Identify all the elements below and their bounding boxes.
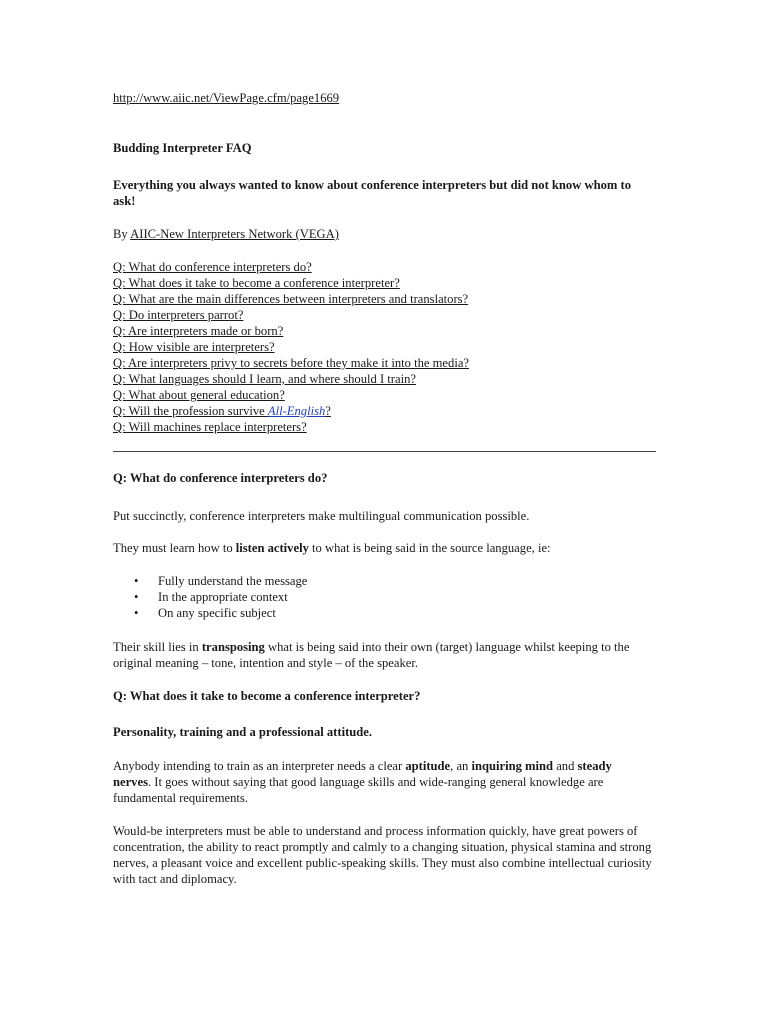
toc-link[interactable]: Q: Are interpreters made or born? — [113, 324, 284, 338]
bullet-icon: • — [134, 606, 139, 620]
toc-link[interactable]: Q: Are interpreters privy to secrets before they make it into the media? — [113, 356, 469, 370]
byline-prefix: By — [113, 227, 131, 241]
section-subheading: Personality, training and a professional attitude. — [113, 725, 373, 739]
section-heading: Q: What do conference interpreters do? — [113, 471, 328, 485]
list-item — [133, 589, 307, 605]
toc-link[interactable]: Q: What are the main differences between interpreters and translators? — [113, 292, 469, 306]
toc-link[interactable]: Q: Do interpreters parrot? — [113, 308, 244, 322]
source-url-link[interactable]: http://www.aiic.net/ViewPage.cfm/page1669 — [113, 91, 340, 105]
all-english-link[interactable]: All-English — [267, 404, 326, 418]
horizontal-divider — [113, 451, 656, 452]
paragraph-text: to what is being said in the source language, ie: — [308, 541, 551, 555]
toc-link[interactable]: Q: What does it take to become a conference interpreter? — [113, 276, 400, 290]
paragraph: Put succinctly, conference interpreters make multilingual communication possible. — [113, 509, 530, 523]
toc-survive-suffix[interactable]: ? — [325, 404, 331, 418]
emphasis-text: aptitude — [405, 759, 451, 773]
toc-link[interactable]: Q: How visible are interpreters? — [113, 340, 275, 354]
bullet-icon: • — [134, 590, 139, 604]
paragraph-text: They must learn how to — [113, 541, 236, 555]
list-item — [133, 573, 307, 589]
toc-link[interactable]: Q: What do conference interpreters do? — [113, 260, 312, 274]
paragraph: Would-be interpreters must be able to understand and process information quickly, have great powers of concentration, the ability to react promptly and calmly to a changing situation, physical stamina and strong nerves, a pleasant voice and excellent public-speaking skills. They must also combine intellectual curiosity with tact and diplomacy. — [113, 824, 652, 886]
paragraph-text: Anybody intending to train as an interpreter needs a clear — [113, 759, 406, 773]
section-heading: Q: What does it take to become a conference interpreter? — [113, 689, 421, 703]
bullet-icon: • — [134, 574, 139, 588]
bullet-list — [133, 573, 307, 621]
paragraph-text: , an — [450, 759, 472, 773]
toc-link-survive[interactable] — [113, 403, 331, 419]
toc-survive-prefix[interactable]: Q: Will the profession survive — [113, 404, 268, 418]
paragraph-text: what is being said into their own (target) language whilst keeping to the original meaning – tone, intention and style – of the speaker. — [113, 640, 630, 670]
paragraph — [113, 540, 551, 556]
paragraph-text: and — [553, 759, 578, 773]
list-item-text: In the appropriate context — [158, 590, 288, 604]
list-item-text: Fully understand the message — [158, 574, 308, 588]
page-subtitle: Everything you always wanted to know about conference interpreters but did not know whom to ask! — [113, 178, 631, 208]
toc-link[interactable]: Q: What languages should I learn, and where should I train? — [113, 372, 416, 386]
toc-link[interactable]: Q: What about general education? — [113, 388, 285, 402]
toc-link[interactable]: Q: Will machines replace interpreters? — [113, 420, 307, 434]
paragraph-text: . It goes without saying that good language skills and wide-ranging general knowledge are fundamental requirements. — [113, 775, 604, 805]
emphasis-text: inquiring mind — [471, 759, 554, 773]
paragraph-text: Their skill lies in — [113, 640, 202, 654]
list-item-text: On any specific subject — [158, 606, 276, 620]
paragraph — [113, 639, 653, 671]
emphasis-text: listen actively — [235, 541, 309, 555]
byline — [113, 226, 339, 242]
emphasis-text: transposing — [201, 640, 265, 654]
page-title: Budding Interpreter FAQ — [113, 141, 252, 155]
paragraph — [113, 758, 628, 806]
list-item — [133, 605, 307, 621]
vega-link[interactable]: AIIC-New Interpreters Network (VEGA) — [130, 227, 339, 241]
emphasis-text: steady nerves — [113, 759, 612, 789]
